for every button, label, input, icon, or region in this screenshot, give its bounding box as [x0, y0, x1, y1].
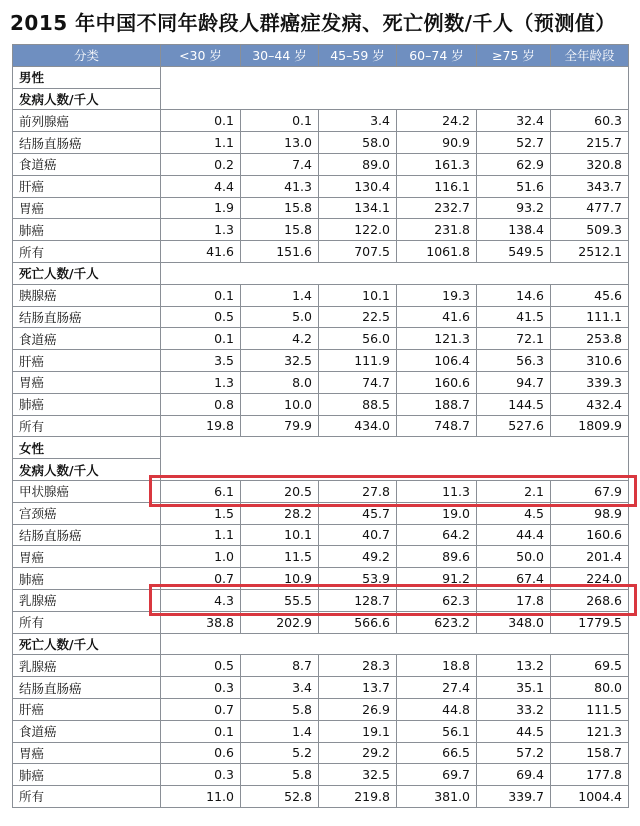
- row-label: 乳腺癌: [13, 589, 161, 611]
- blank-cell: [161, 88, 629, 110]
- table-cell: 80.0: [551, 677, 629, 699]
- table-cell: 74.7: [319, 371, 397, 393]
- row-label: 食道癌: [13, 153, 161, 175]
- table-row: [13, 568, 629, 590]
- table-cell: 2.1: [477, 480, 551, 502]
- table-cell: 1004.4: [551, 786, 629, 808]
- table-cell: 57.2: [477, 742, 551, 764]
- section-label: 发病人数/千人: [13, 88, 161, 110]
- table-cell: 188.7: [397, 393, 477, 415]
- row-label: 所有: [13, 786, 161, 808]
- table-cell: 89.0: [319, 153, 397, 175]
- table-row: [13, 742, 629, 764]
- column-header: 30–44 岁: [241, 45, 319, 67]
- table-cell: 56.3: [477, 350, 551, 372]
- table-cell: 2512.1: [551, 241, 629, 263]
- table-cell: 1.9: [161, 197, 241, 219]
- table-cell: 89.6: [397, 546, 477, 568]
- table-cell: 11.5: [241, 546, 319, 568]
- table-cell: 49.2: [319, 546, 397, 568]
- table-cell: 29.2: [319, 742, 397, 764]
- row-label: 肺癌: [13, 568, 161, 590]
- table-row: [13, 786, 629, 808]
- table-row: [13, 328, 629, 350]
- blank-cell: [161, 437, 629, 459]
- table-cell: 15.8: [241, 219, 319, 241]
- table-cell: 51.6: [477, 175, 551, 197]
- table-cell: 111.5: [551, 698, 629, 720]
- table-cell: 432.4: [551, 393, 629, 415]
- table-cell: 41.6: [397, 306, 477, 328]
- table-cell: 56.0: [319, 328, 397, 350]
- table-cell: 138.4: [477, 219, 551, 241]
- table-cell: 5.8: [241, 764, 319, 786]
- table-cell: 1779.5: [551, 611, 629, 633]
- table-cell: 19.1: [319, 720, 397, 742]
- table-cell: 4.5: [477, 502, 551, 524]
- row-label: 结肠直肠癌: [13, 524, 161, 546]
- section-row: [13, 633, 629, 655]
- blank-cell: [161, 262, 629, 284]
- column-header: 45–59 岁: [319, 45, 397, 67]
- row-label: 肝癌: [13, 350, 161, 372]
- table-cell: 20.5: [241, 480, 319, 502]
- table-row: [13, 153, 629, 175]
- table-cell: 0.1: [161, 720, 241, 742]
- table-cell: 343.7: [551, 175, 629, 197]
- row-label: 胃癌: [13, 371, 161, 393]
- table-cell: 56.1: [397, 720, 477, 742]
- table-cell: 27.8: [319, 480, 397, 502]
- table-cell: 434.0: [319, 415, 397, 437]
- table-cell: 339.7: [477, 786, 551, 808]
- column-header: 60–74 岁: [397, 45, 477, 67]
- table-cell: 67.4: [477, 568, 551, 590]
- table-cell: 19.0: [397, 502, 477, 524]
- row-label: 肺癌: [13, 219, 161, 241]
- table-cell: 10.1: [319, 284, 397, 306]
- table-cell: 231.8: [397, 219, 477, 241]
- table-cell: 310.6: [551, 350, 629, 372]
- table-row: [13, 284, 629, 306]
- table-cell: 0.5: [161, 655, 241, 677]
- blank-cell: [161, 459, 629, 481]
- table-row: [13, 480, 629, 502]
- table-cell: 11.0: [161, 786, 241, 808]
- table-cell: 13.7: [319, 677, 397, 699]
- table-cell: 158.7: [551, 742, 629, 764]
- group-label: 女性: [13, 437, 161, 459]
- row-label: 胃癌: [13, 197, 161, 219]
- table-cell: 320.8: [551, 153, 629, 175]
- section-label: 死亡人数/千人: [13, 262, 161, 284]
- column-header: 全年龄段: [551, 45, 629, 67]
- table-cell: 44.4: [477, 524, 551, 546]
- table-cell: 45.7: [319, 502, 397, 524]
- table-cell: 1809.9: [551, 415, 629, 437]
- table-cell: 177.8: [551, 764, 629, 786]
- table-cell: 53.9: [319, 568, 397, 590]
- table-cell: 22.5: [319, 306, 397, 328]
- table-cell: 151.6: [241, 241, 319, 263]
- table-cell: 134.1: [319, 197, 397, 219]
- table-cell: 224.0: [551, 568, 629, 590]
- table-cell: 17.8: [477, 589, 551, 611]
- table-row: [13, 241, 629, 263]
- table-cell: 69.7: [397, 764, 477, 786]
- table-row: [13, 524, 629, 546]
- table-cell: 1.4: [241, 720, 319, 742]
- table-cell: 527.6: [477, 415, 551, 437]
- table-cell: 0.3: [161, 764, 241, 786]
- row-label: 胰腺癌: [13, 284, 161, 306]
- table-row: [13, 677, 629, 699]
- table-cell: 1.4: [241, 284, 319, 306]
- group-row: [13, 66, 629, 88]
- header-row: [13, 45, 629, 67]
- table-cell: 10.0: [241, 393, 319, 415]
- table-cell: 10.1: [241, 524, 319, 546]
- table-cell: 4.4: [161, 175, 241, 197]
- table-cell: 41.3: [241, 175, 319, 197]
- table-row: [13, 371, 629, 393]
- blank-cell: [161, 633, 629, 655]
- table-row: [13, 655, 629, 677]
- table-cell: 91.2: [397, 568, 477, 590]
- table-cell: 130.4: [319, 175, 397, 197]
- row-label: 所有: [13, 241, 161, 263]
- table-cell: 0.6: [161, 742, 241, 764]
- table-row: [13, 764, 629, 786]
- table-cell: 0.1: [161, 110, 241, 132]
- table-cell: 6.1: [161, 480, 241, 502]
- table-cell: 94.7: [477, 371, 551, 393]
- table-cell: 0.5: [161, 306, 241, 328]
- table-cell: 106.4: [397, 350, 477, 372]
- table-cell: 0.7: [161, 698, 241, 720]
- table-cell: 268.6: [551, 589, 629, 611]
- table-cell: 19.3: [397, 284, 477, 306]
- table-cell: 72.1: [477, 328, 551, 350]
- group-label: 男性: [13, 66, 161, 88]
- table-cell: 19.8: [161, 415, 241, 437]
- table-cell: 253.8: [551, 328, 629, 350]
- table-cell: 41.6: [161, 241, 241, 263]
- table-cell: 32.5: [241, 350, 319, 372]
- row-label: 宫颈癌: [13, 502, 161, 524]
- row-label: 结肠直肠癌: [13, 306, 161, 328]
- table-row: [13, 720, 629, 742]
- table-row: [13, 611, 629, 633]
- column-header: ≥75 岁: [477, 45, 551, 67]
- table-cell: 202.9: [241, 611, 319, 633]
- row-label: 胃癌: [13, 742, 161, 764]
- row-label: 前列腺癌: [13, 110, 161, 132]
- row-label: 肝癌: [13, 175, 161, 197]
- table-cell: 348.0: [477, 611, 551, 633]
- row-label: 肺癌: [13, 393, 161, 415]
- table-cell: 1.3: [161, 219, 241, 241]
- table-cell: 121.3: [551, 720, 629, 742]
- table-cell: 69.4: [477, 764, 551, 786]
- table-cell: 122.0: [319, 219, 397, 241]
- table-cell: 3.4: [319, 110, 397, 132]
- table-cell: 8.7: [241, 655, 319, 677]
- table-cell: 28.2: [241, 502, 319, 524]
- table-cell: 339.3: [551, 371, 629, 393]
- table-cell: 0.1: [161, 284, 241, 306]
- row-label: 肺癌: [13, 764, 161, 786]
- table-cell: 44.8: [397, 698, 477, 720]
- table-cell: 90.9: [397, 132, 477, 154]
- table-cell: 1061.8: [397, 241, 477, 263]
- table-cell: 509.3: [551, 219, 629, 241]
- table-cell: 381.0: [397, 786, 477, 808]
- table-row: [13, 350, 629, 372]
- table-cell: 45.6: [551, 284, 629, 306]
- column-header: <30 岁: [161, 45, 241, 67]
- table-cell: 1.3: [161, 371, 241, 393]
- table-row: [13, 546, 629, 568]
- row-label: 结肠直肠癌: [13, 132, 161, 154]
- table-cell: 111.9: [319, 350, 397, 372]
- table-cell: 8.0: [241, 371, 319, 393]
- table-cell: 44.5: [477, 720, 551, 742]
- table-cell: 27.4: [397, 677, 477, 699]
- table-cell: 93.2: [477, 197, 551, 219]
- table-cell: 5.2: [241, 742, 319, 764]
- row-label: 所有: [13, 415, 161, 437]
- table-cell: 549.5: [477, 241, 551, 263]
- table-cell: 1.1: [161, 524, 241, 546]
- table-cell: 24.2: [397, 110, 477, 132]
- table-cell: 3.4: [241, 677, 319, 699]
- table-cell: 4.2: [241, 328, 319, 350]
- table-cell: 160.6: [551, 524, 629, 546]
- table-cell: 40.7: [319, 524, 397, 546]
- group-row: [13, 437, 629, 459]
- row-label: 胃癌: [13, 546, 161, 568]
- table-cell: 201.4: [551, 546, 629, 568]
- table-cell: 62.3: [397, 589, 477, 611]
- table-cell: 11.3: [397, 480, 477, 502]
- row-label: 所有: [13, 611, 161, 633]
- table-body: [13, 66, 629, 807]
- table-cell: 0.2: [161, 153, 241, 175]
- section-row: [13, 88, 629, 110]
- table-cell: 1.0: [161, 546, 241, 568]
- table-cell: 160.6: [397, 371, 477, 393]
- table-cell: 0.1: [161, 328, 241, 350]
- table-cell: 66.5: [397, 742, 477, 764]
- table-cell: 7.4: [241, 153, 319, 175]
- table-cell: 50.0: [477, 546, 551, 568]
- blank-cell: [161, 66, 629, 88]
- table-row: [13, 306, 629, 328]
- table-cell: 60.3: [551, 110, 629, 132]
- table-cell: 623.2: [397, 611, 477, 633]
- table-cell: 215.7: [551, 132, 629, 154]
- table-cell: 52.7: [477, 132, 551, 154]
- table-cell: 35.1: [477, 677, 551, 699]
- table-cell: 111.1: [551, 306, 629, 328]
- table-row: [13, 110, 629, 132]
- table-cell: 1.1: [161, 132, 241, 154]
- section-row: [13, 262, 629, 284]
- table-cell: 144.5: [477, 393, 551, 415]
- table-cell: 13.2: [477, 655, 551, 677]
- section-label: 死亡人数/千人: [13, 633, 161, 655]
- table-cell: 10.9: [241, 568, 319, 590]
- table-cell: 55.5: [241, 589, 319, 611]
- table-cell: 18.8: [397, 655, 477, 677]
- table-cell: 88.5: [319, 393, 397, 415]
- table-row: [13, 393, 629, 415]
- table-row: [13, 197, 629, 219]
- table-cell: 0.1: [241, 110, 319, 132]
- table-cell: 52.8: [241, 786, 319, 808]
- table-cell: 62.9: [477, 153, 551, 175]
- table-cell: 28.3: [319, 655, 397, 677]
- table-cell: 1.5: [161, 502, 241, 524]
- table-cell: 566.6: [319, 611, 397, 633]
- table-cell: 0.8: [161, 393, 241, 415]
- table-cell: 69.5: [551, 655, 629, 677]
- section-row: [13, 459, 629, 481]
- table-cell: 0.7: [161, 568, 241, 590]
- table-cell: 219.8: [319, 786, 397, 808]
- table-cell: 707.5: [319, 241, 397, 263]
- table-cell: 5.8: [241, 698, 319, 720]
- table-row: [13, 698, 629, 720]
- column-header: 分类: [13, 45, 161, 67]
- page-title: 2015 年中国不同年龄段人群癌症发病、死亡例数/千人（预测值）: [10, 11, 616, 35]
- section-label: 发病人数/千人: [13, 459, 161, 481]
- table-cell: 3.5: [161, 350, 241, 372]
- table-cell: 232.7: [397, 197, 477, 219]
- table-cell: 477.7: [551, 197, 629, 219]
- table-cell: 38.8: [161, 611, 241, 633]
- table-cell: 121.3: [397, 328, 477, 350]
- table-cell: 64.2: [397, 524, 477, 546]
- table-row: [13, 502, 629, 524]
- table-cell: 98.9: [551, 502, 629, 524]
- table-cell: 748.7: [397, 415, 477, 437]
- row-label: 结肠直肠癌: [13, 677, 161, 699]
- table-cell: 14.6: [477, 284, 551, 306]
- table-row: [13, 589, 629, 611]
- table-cell: 67.9: [551, 480, 629, 502]
- table-cell: 79.9: [241, 415, 319, 437]
- table-row: [13, 415, 629, 437]
- row-label: 甲状腺癌: [13, 480, 161, 502]
- row-label: 食道癌: [13, 720, 161, 742]
- table-cell: 32.4: [477, 110, 551, 132]
- table-cell: 33.2: [477, 698, 551, 720]
- table-cell: 58.0: [319, 132, 397, 154]
- table-row: [13, 175, 629, 197]
- table-cell: 161.3: [397, 153, 477, 175]
- row-label: 乳腺癌: [13, 655, 161, 677]
- table-row: [13, 219, 629, 241]
- table-cell: 32.5: [319, 764, 397, 786]
- table-cell: 0.3: [161, 677, 241, 699]
- row-label: 肝癌: [13, 698, 161, 720]
- table-cell: 13.0: [241, 132, 319, 154]
- table-cell: 128.7: [319, 589, 397, 611]
- table-row: [13, 132, 629, 154]
- table-cell: 26.9: [319, 698, 397, 720]
- table-cell: 116.1: [397, 175, 477, 197]
- table-cell: 5.0: [241, 306, 319, 328]
- cancer-stats-table: [12, 44, 629, 808]
- row-label: 食道癌: [13, 328, 161, 350]
- table-cell: 4.3: [161, 589, 241, 611]
- table-cell: 41.5: [477, 306, 551, 328]
- table-cell: 15.8: [241, 197, 319, 219]
